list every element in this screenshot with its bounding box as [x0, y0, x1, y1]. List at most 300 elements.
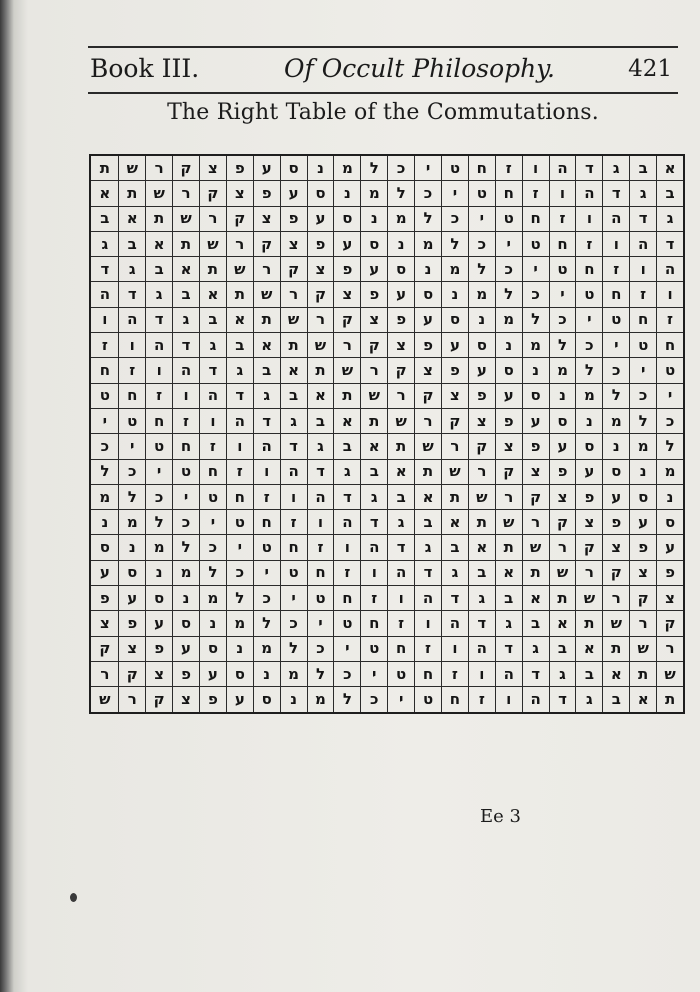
letter-cell: ז: [333, 561, 360, 585]
letter-cell: א: [441, 510, 468, 534]
commutation-table: [89, 154, 685, 714]
letter-cell: ב: [414, 510, 441, 534]
letter-cell: ג: [226, 358, 253, 382]
letter-cell: מ: [468, 282, 495, 306]
letter-cell: נ: [656, 485, 683, 509]
table-row: [91, 510, 683, 535]
letter-cell: ו: [360, 561, 387, 585]
letter-cell: ח: [307, 561, 334, 585]
letter-cell: י: [333, 637, 360, 661]
letter-cell: ת: [199, 257, 226, 281]
letter-cell: ח: [575, 257, 602, 281]
letter-cell: ה: [253, 434, 280, 458]
letter-cell: ל: [522, 308, 549, 332]
letter-cell: א: [99, 183, 111, 202]
letter-cell: א: [280, 358, 307, 382]
table-title: The Right Table of the Commutations.: [167, 100, 599, 125]
letter-cell: ה: [387, 561, 414, 585]
letter-cell: ב: [495, 586, 522, 610]
letter-cell: ד: [100, 259, 110, 278]
letter-cell: ע: [333, 232, 360, 256]
table-row: [91, 282, 683, 307]
letter-cell: ג: [441, 561, 468, 585]
letter-cell: י: [602, 333, 629, 357]
letter-cell: ע: [575, 460, 602, 484]
letter-cell: ס: [495, 358, 522, 382]
letter-cell: נ: [522, 358, 549, 382]
letter-cell: י: [522, 257, 549, 281]
letter-cell: ק: [602, 561, 629, 585]
letter-cell: י: [172, 485, 199, 509]
letter-cell: פ: [360, 282, 387, 306]
letter-cell: כ: [145, 485, 172, 509]
table-row: [91, 485, 683, 510]
letter-cell: פ: [253, 181, 280, 205]
letter-cell: ש: [307, 333, 334, 357]
letter-cell: ו: [468, 662, 495, 686]
letter-cell: ח: [495, 181, 522, 205]
letter-cell: ד: [629, 207, 656, 231]
letter-cell: ס: [575, 434, 602, 458]
letter-cell: ג: [307, 434, 334, 458]
letter-cell: ח: [172, 434, 199, 458]
letter-cell: ט: [441, 156, 468, 180]
letter-cell: נ: [280, 687, 307, 711]
letter-cell: ק: [468, 434, 495, 458]
letter-cell: ת: [495, 535, 522, 559]
letter-cell: ע: [629, 510, 656, 534]
letter-cell: ט: [575, 282, 602, 306]
letter-cell: כ: [226, 561, 253, 585]
letter-cell: ס: [333, 207, 360, 231]
letter-cell: ז: [307, 535, 334, 559]
letter-cell: ב: [100, 209, 110, 228]
letter-cell: ל: [199, 561, 226, 585]
letter-cell: ז: [656, 308, 683, 332]
letter-cell: א: [387, 460, 414, 484]
letter-cell: ש: [549, 561, 576, 585]
letter-cell: ה: [414, 586, 441, 610]
letter-cell: מ: [333, 156, 360, 180]
letter-cell: ג: [172, 308, 199, 332]
letter-cell: ד: [333, 485, 360, 509]
letter-cell: ע: [387, 282, 414, 306]
table-row: [91, 662, 683, 687]
letter-cell: ג: [602, 156, 629, 180]
letter-cell: ש: [253, 282, 280, 306]
letter-cell: ו: [575, 207, 602, 231]
letter-cell: א: [629, 687, 656, 711]
letter-cell: ו: [602, 232, 629, 256]
letter-cell: ו: [118, 333, 145, 357]
letter-cell: ח: [414, 662, 441, 686]
letter-cell: ד: [602, 181, 629, 205]
letter-cell: צ: [575, 510, 602, 534]
letter-cell: כ: [360, 687, 387, 711]
letter-cell: כ: [522, 282, 549, 306]
letter-cell: נ: [602, 434, 629, 458]
letter-cell: כ: [100, 436, 110, 455]
letter-cell: כ: [495, 257, 522, 281]
letter-cell: ז: [387, 611, 414, 635]
letter-cell: מ: [549, 358, 576, 382]
letter-cell: ז: [468, 687, 495, 711]
letter-cell: א: [495, 561, 522, 585]
letter-cell: ל: [549, 333, 576, 357]
letter-cell: י: [145, 460, 172, 484]
letter-cell: ד: [280, 434, 307, 458]
letter-cell: מ: [172, 561, 199, 585]
table-row: [91, 409, 683, 434]
letter-cell: ת: [333, 384, 360, 408]
letter-cell: ע: [549, 434, 576, 458]
letter-cell: מ: [441, 257, 468, 281]
letter-cell: ל: [333, 687, 360, 711]
letter-cell: צ: [387, 333, 414, 357]
letter-cell: ז: [575, 232, 602, 256]
letter-cell: ז: [226, 460, 253, 484]
letter-cell: ש: [387, 409, 414, 433]
letter-cell: ס: [522, 384, 549, 408]
table-row: [91, 586, 683, 611]
letter-cell: ס: [172, 611, 199, 635]
letter-cell: צ: [226, 181, 253, 205]
letter-cell: ב: [253, 358, 280, 382]
letter-cell: ל: [495, 282, 522, 306]
letter-cell: ז: [101, 335, 108, 354]
letter-cell: י: [102, 411, 108, 430]
table-row: [91, 358, 683, 383]
letter-cell: ח: [280, 535, 307, 559]
letter-cell: ז: [172, 409, 199, 433]
letter-cell: ר: [145, 156, 172, 180]
letter-cell: צ: [629, 561, 656, 585]
letter-cell: ט: [118, 409, 145, 433]
letter-cell: צ: [199, 156, 226, 180]
letter-cell: ס: [145, 586, 172, 610]
letter-cell: ב: [387, 485, 414, 509]
letter-cell: ע: [360, 257, 387, 281]
letter-cell: כ: [414, 181, 441, 205]
letter-cell: כ: [387, 156, 414, 180]
letter-cell: ה: [199, 384, 226, 408]
letter-cell: ת: [414, 460, 441, 484]
letter-cell: ה: [602, 207, 629, 231]
letter-cell: כ: [629, 384, 656, 408]
letter-cell: ס: [602, 460, 629, 484]
signature-mark: Ee 3: [480, 806, 521, 827]
table-row: [91, 232, 683, 257]
letter-cell: פ: [414, 333, 441, 357]
letter-cell: צ: [307, 257, 334, 281]
letter-cell: ג: [468, 586, 495, 610]
letter-cell: ה: [468, 637, 495, 661]
letter-cell: פ: [145, 637, 172, 661]
running-head: [88, 54, 678, 88]
table-row: [91, 434, 683, 459]
letter-cell: ש: [226, 257, 253, 281]
letter-cell: פ: [495, 409, 522, 433]
letter-cell: ד: [172, 333, 199, 357]
letter-cell: ר: [307, 308, 334, 332]
letter-cell: צ: [360, 308, 387, 332]
table-row: [91, 333, 683, 358]
letter-cell: נ: [629, 460, 656, 484]
letter-cell: ד: [360, 510, 387, 534]
letter-cell: ה: [441, 611, 468, 635]
letter-cell: נ: [253, 662, 280, 686]
letter-cell: ש: [99, 689, 111, 708]
letter-cell: ו: [656, 282, 683, 306]
letter-cell: ג: [656, 207, 683, 231]
letter-cell: ב: [602, 687, 629, 711]
letter-cell: ה: [226, 409, 253, 433]
letter-cell: י: [280, 586, 307, 610]
letter-cell: ו: [102, 310, 108, 329]
letter-cell: ר: [280, 282, 307, 306]
letter-cell: ע: [441, 333, 468, 357]
letter-cell: ל: [226, 586, 253, 610]
table-row: [91, 611, 683, 636]
letter-cell: ג: [522, 637, 549, 661]
letter-cell: י: [414, 156, 441, 180]
letter-cell: ו: [414, 611, 441, 635]
letter-cell: ב: [468, 561, 495, 585]
letter-cell: ק: [253, 232, 280, 256]
letter-cell: ג: [280, 409, 307, 433]
letter-cell: מ: [629, 434, 656, 458]
letter-cell: נ: [226, 637, 253, 661]
letter-cell: ס: [280, 156, 307, 180]
letter-cell: ד: [495, 637, 522, 661]
letter-cell: ק: [629, 586, 656, 610]
letter-cell: ב: [441, 535, 468, 559]
letter-cell: פ: [387, 308, 414, 332]
letter-cell: ת: [226, 282, 253, 306]
letter-cell: פ: [172, 662, 199, 686]
letter-cell: א: [226, 308, 253, 332]
table-row: [91, 687, 683, 711]
letter-cell: נ: [441, 282, 468, 306]
letter-cell: ג: [414, 535, 441, 559]
letter-cell: כ: [656, 409, 683, 433]
letter-cell: כ: [468, 232, 495, 256]
letter-cell: ש: [118, 156, 145, 180]
letter-cell: ט: [602, 308, 629, 332]
letter-cell: א: [199, 282, 226, 306]
letter-cell: א: [307, 384, 334, 408]
letter-cell: ט: [468, 181, 495, 205]
letter-cell: ו: [145, 358, 172, 382]
letter-cell: ה: [118, 308, 145, 332]
letter-cell: ק: [118, 662, 145, 686]
letter-cell: ט: [656, 358, 683, 382]
letter-cell: י: [118, 434, 145, 458]
letter-cell: מ: [495, 308, 522, 332]
letter-cell: פ: [629, 535, 656, 559]
letter-cell: י: [360, 662, 387, 686]
letter-cell: נ: [360, 207, 387, 231]
letter-cell: ת: [575, 611, 602, 635]
letter-cell: ד: [549, 687, 576, 711]
letter-cell: כ: [172, 510, 199, 534]
letter-cell: ט: [226, 510, 253, 534]
table-row: [91, 535, 683, 560]
letter-cell: ע: [414, 308, 441, 332]
table-row: [91, 308, 683, 333]
letter-cell: ח: [387, 637, 414, 661]
letter-cell: ח: [226, 485, 253, 509]
letter-cell: ה: [360, 535, 387, 559]
letter-cell: ו: [280, 485, 307, 509]
letter-cell: ר: [226, 232, 253, 256]
letter-cell: ט: [522, 232, 549, 256]
letter-cell: ק: [172, 156, 199, 180]
letter-cell: ס: [199, 637, 226, 661]
letter-cell: ד: [118, 282, 145, 306]
letter-cell: ת: [602, 637, 629, 661]
letter-cell: ק: [360, 333, 387, 357]
letter-cell: פ: [575, 485, 602, 509]
letter-cell: מ: [199, 586, 226, 610]
letter-cell: פ: [468, 384, 495, 408]
table-row: [91, 561, 683, 586]
letter-cell: ס: [441, 308, 468, 332]
letter-cell: ק: [307, 282, 334, 306]
letter-cell: ת: [253, 308, 280, 332]
letter-cell: ר: [522, 510, 549, 534]
letter-cell: ב: [118, 232, 145, 256]
letter-cell: ח: [99, 361, 111, 380]
letter-cell: ח: [522, 207, 549, 231]
letter-cell: ז: [145, 384, 172, 408]
table-row: [91, 207, 683, 232]
letter-cell: ג: [495, 611, 522, 635]
letter-cell: ע: [226, 687, 253, 711]
letter-cell: ל: [253, 611, 280, 635]
letter-cell: י: [307, 611, 334, 635]
letter-cell: ז: [360, 586, 387, 610]
letter-cell: ט: [307, 586, 334, 610]
letter-cell: ו: [199, 409, 226, 433]
letter-cell: ט: [99, 386, 110, 405]
letter-cell: ח: [199, 460, 226, 484]
letter-cell: ט: [414, 687, 441, 711]
letter-cell: א: [414, 485, 441, 509]
letter-cell: ש: [360, 384, 387, 408]
letter-cell: ז: [199, 434, 226, 458]
letter-cell: ט: [280, 561, 307, 585]
letter-cell: ח: [602, 282, 629, 306]
letter-cell: מ: [99, 487, 111, 506]
letter-cell: ד: [145, 308, 172, 332]
letter-cell: ש: [280, 308, 307, 332]
letter-cell: ש: [441, 460, 468, 484]
letter-cell: נ: [575, 409, 602, 433]
table-row: [91, 384, 683, 409]
letter-cell: ס: [387, 257, 414, 281]
letter-cell: צ: [414, 358, 441, 382]
letter-cell: ז: [522, 181, 549, 205]
letter-cell: ק: [99, 639, 111, 658]
letter-cell: ל: [307, 662, 334, 686]
letter-cell: נ: [414, 257, 441, 281]
letter-cell: צ: [145, 662, 172, 686]
letter-cell: צ: [602, 535, 629, 559]
letter-cell: ה: [333, 510, 360, 534]
letter-cell: ז: [118, 358, 145, 382]
letter-cell: ד: [468, 611, 495, 635]
letter-cell: ה: [172, 358, 199, 382]
letter-cell: ע: [495, 384, 522, 408]
letter-cell: נ: [172, 586, 199, 610]
letter-cell: ד: [199, 358, 226, 382]
letter-cell: ג: [360, 485, 387, 509]
letter-cell: ה: [99, 285, 111, 304]
letter-cell: ל: [468, 257, 495, 281]
letter-cell: ת: [656, 687, 683, 711]
letter-cell: ש: [145, 181, 172, 205]
letter-cell: נ: [495, 333, 522, 357]
letter-cell: ש: [495, 510, 522, 534]
letter-cell: ח: [468, 156, 495, 180]
letter-cell: צ: [172, 687, 199, 711]
letter-cell: ד: [226, 384, 253, 408]
letter-cell: א: [333, 409, 360, 433]
letter-cell: ג: [253, 384, 280, 408]
letter-cell: צ: [522, 460, 549, 484]
letter-cell: ח: [118, 384, 145, 408]
letter-cell: ת: [549, 586, 576, 610]
letter-cell: נ: [101, 512, 109, 531]
letter-cell: ז: [549, 207, 576, 231]
letter-cell: ה: [145, 333, 172, 357]
letter-cell: ס: [468, 333, 495, 357]
letter-cell: ת: [118, 181, 145, 205]
letter-cell: ד: [307, 460, 334, 484]
letter-cell: ל: [360, 156, 387, 180]
letter-cell: א: [549, 611, 576, 635]
letter-cell: נ: [387, 232, 414, 256]
letter-cell: י: [253, 561, 280, 585]
letter-cell: ש: [414, 434, 441, 458]
letter-cell: ז: [495, 156, 522, 180]
letter-cell: מ: [253, 637, 280, 661]
letter-cell: א: [602, 662, 629, 686]
letter-cell: ח: [360, 611, 387, 635]
letter-cell: ת: [145, 207, 172, 231]
letter-cell: ג: [118, 257, 145, 281]
letter-cell: ל: [145, 510, 172, 534]
table-row: [91, 637, 683, 662]
letter-cell: מ: [656, 460, 683, 484]
letter-cell: ז: [414, 637, 441, 661]
letter-cell: ק: [199, 181, 226, 205]
letter-cell: ק: [495, 460, 522, 484]
letter-cell: ל: [172, 535, 199, 559]
letter-cell: ב: [360, 460, 387, 484]
letter-cell: ע: [307, 207, 334, 231]
letter-cell: ז: [441, 662, 468, 686]
letter-cell: ס: [118, 561, 145, 585]
letter-cell: ע: [118, 586, 145, 610]
letter-cell: כ: [333, 662, 360, 686]
letter-cell: ק: [333, 308, 360, 332]
letter-cell: ר: [414, 409, 441, 433]
letter-cell: נ: [468, 308, 495, 332]
letter-cell: ב: [145, 257, 172, 281]
letter-cell: כ: [199, 535, 226, 559]
